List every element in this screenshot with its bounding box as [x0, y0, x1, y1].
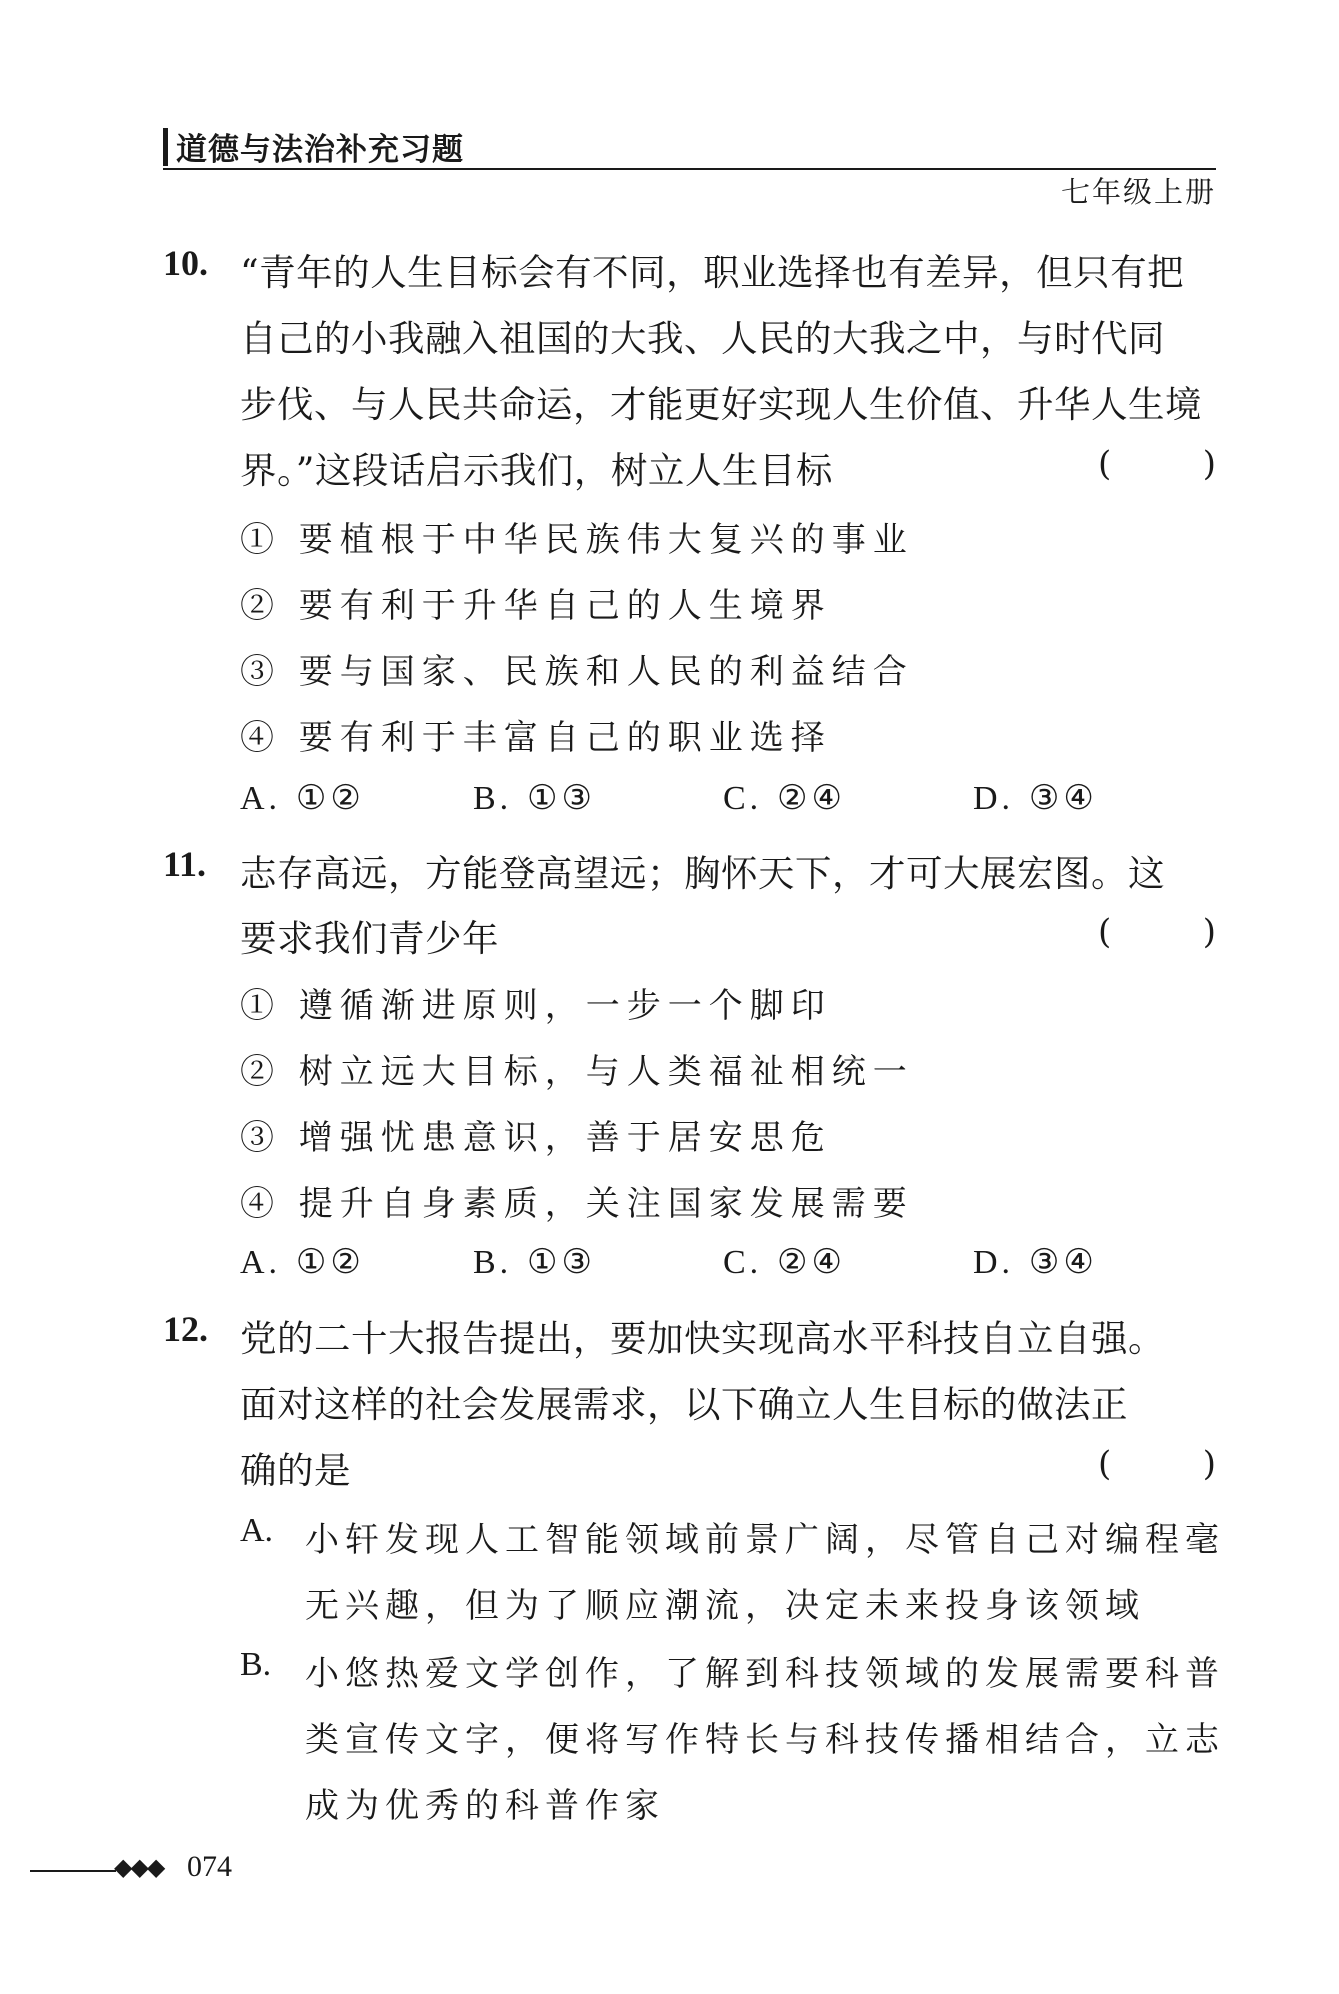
- answer-b-text: 小悠热爱文学创作，了解到科技领域的发展需要科普: [305, 1654, 1225, 1694]
- question-10-number: 10.: [163, 243, 208, 283]
- question-10-stem-line: 步伐、与人民共命运，才能更好实现人生价值、升华人生境: [240, 383, 1202, 426]
- question-10-option: ① 要植根于中华民族伟大复兴的事业: [240, 520, 914, 560]
- question-10-option: ② 要有利于升华自己的人生境界: [240, 586, 832, 626]
- question-12-stem-line: 确的是: [240, 1449, 351, 1492]
- page-number: 074: [187, 1850, 232, 1883]
- question-10-option: ③ 要与国家、民族和人民的利益结合: [240, 652, 914, 692]
- header-bar: [163, 128, 168, 166]
- answer-a-text: 无兴趣，但为了顺应潮流，决定未来投身该领域: [305, 1586, 1145, 1626]
- choice-d[interactable]: D. ③④: [973, 778, 1098, 818]
- footer-rule: [30, 1870, 116, 1872]
- question-10-choices: [240, 778, 1140, 822]
- choice-a[interactable]: A. ①②: [240, 778, 365, 818]
- open-paren: (: [1098, 1444, 1112, 1484]
- question-11-choices: [240, 1242, 1140, 1286]
- choice-b[interactable]: B. ①③: [473, 1242, 596, 1282]
- answer-b-text: 类宣传文字，便将写作特长与科技传播相结合，立志: [305, 1720, 1225, 1760]
- choice-c[interactable]: C. ②④: [723, 778, 846, 818]
- open-paren: (: [1098, 444, 1112, 484]
- question-10-answer-blank[interactable]: [1098, 444, 1216, 484]
- question-12-stem-line: 面对这样的社会发展需求，以下确立人生目标的做法正: [240, 1383, 1128, 1426]
- question-12-answer-blank[interactable]: [1098, 1444, 1216, 1484]
- question-12-number: 12.: [163, 1309, 208, 1349]
- question-11-option: ④ 提升自身素质，关注国家发展需要: [240, 1184, 914, 1224]
- question-12-stem-line: 党的二十大报告提出，要加快实现高水平科技自立自强。: [240, 1317, 1165, 1360]
- answer-a-letter[interactable]: A.: [240, 1512, 274, 1549]
- question-11-option: ① 遵循渐进原则，一步一个脚印: [240, 986, 832, 1026]
- choice-a[interactable]: A. ①②: [240, 1242, 365, 1282]
- question-10-option: ④ 要有利于丰富自己的职业选择: [240, 718, 832, 758]
- choice-c[interactable]: C. ②④: [723, 1242, 846, 1282]
- close-paren: ): [1202, 912, 1216, 952]
- grade-label: 七年级上册: [1060, 175, 1216, 209]
- question-11-option: ② 树立远大目标，与人类福祉相统一: [240, 1052, 914, 1092]
- open-paren: (: [1098, 912, 1112, 952]
- question-11-number: 11.: [163, 844, 207, 884]
- choice-d[interactable]: D. ③④: [973, 1242, 1098, 1282]
- question-10-stem-line: 界。”这段话启示我们，树立人生目标: [240, 449, 833, 492]
- question-10-stem-line: 自己的小我融入祖国的大我、人民的大我之中，与时代同: [240, 317, 1165, 360]
- question-11-option: ③ 增强忧患意识，善于居安思危: [240, 1118, 832, 1158]
- question-10-stem-line: “青年的人生目标会有不同，职业选择也有差异，但只有把: [240, 251, 1185, 294]
- answer-a-text: 小轩发现人工智能领域前景广阔，尽管自己对编程毫: [305, 1520, 1225, 1560]
- question-11-stem-line: 要求我们青少年: [240, 917, 499, 960]
- question-11-answer-blank[interactable]: [1098, 912, 1216, 952]
- header-rule: [163, 168, 1216, 170]
- close-paren: ): [1202, 1444, 1216, 1484]
- book-title: 道德与法治补充习题: [176, 132, 464, 168]
- answer-b-letter[interactable]: B.: [240, 1646, 272, 1683]
- close-paren: ): [1202, 444, 1216, 484]
- choice-b[interactable]: B. ①③: [473, 778, 596, 818]
- question-11-stem-line: 志存高远，方能登高望远；胸怀天下，才可大展宏图。这: [240, 852, 1165, 895]
- diamond-ornament-icon: ◆◆◆: [114, 1853, 164, 1881]
- answer-b-text: 成为优秀的科普作家: [305, 1786, 665, 1826]
